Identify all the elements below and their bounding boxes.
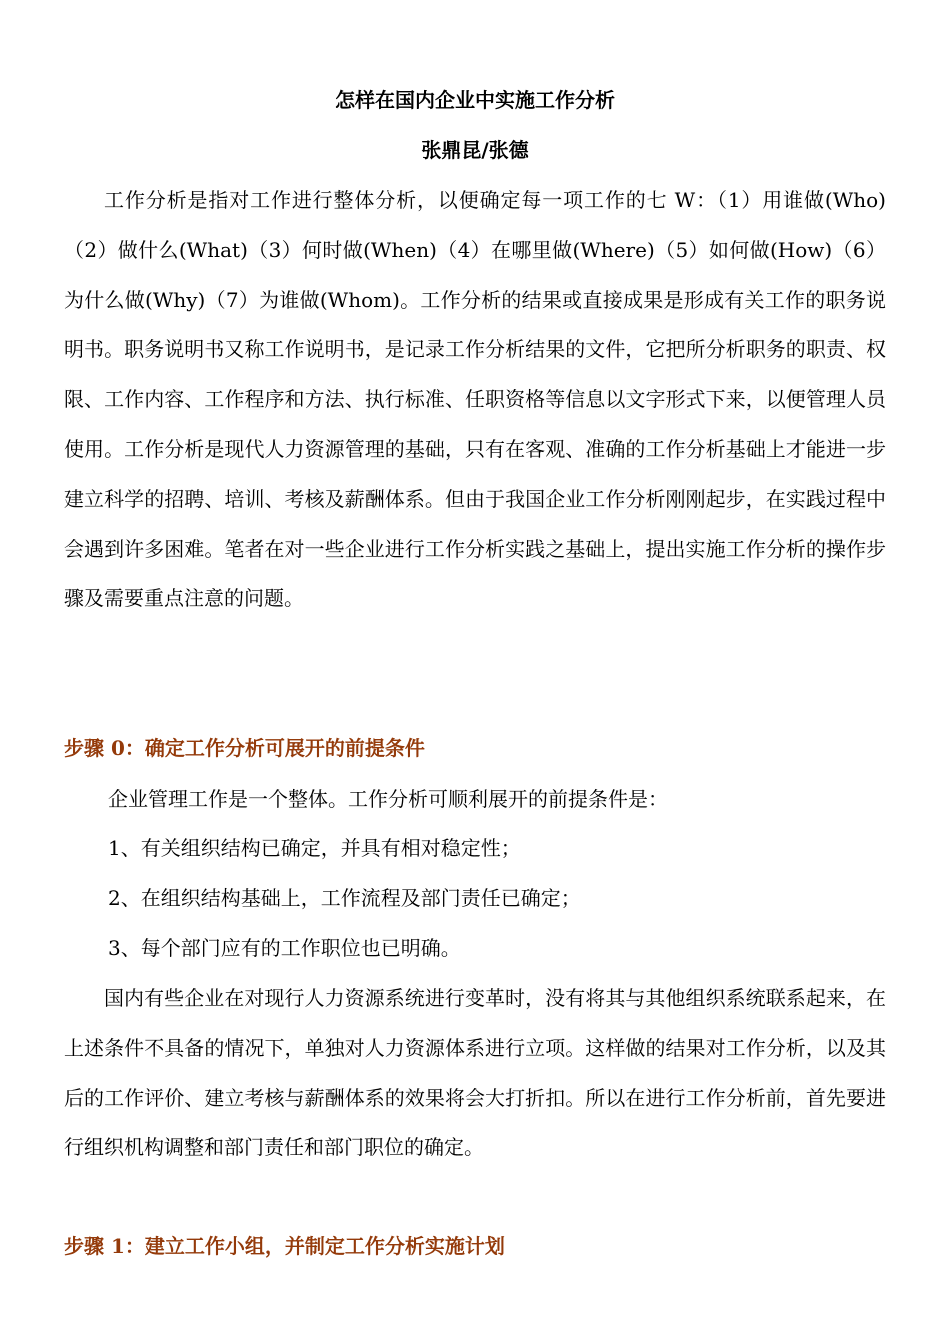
list-item: 1、有关组织结构已确定，并具有相对稳定性； bbox=[108, 836, 521, 860]
step0-lead: 企业管理工作是一个整体。工作分析可顺利展开的前提条件是： bbox=[108, 787, 668, 811]
document-authors: 张鼎昆/张德 bbox=[421, 138, 529, 162]
step1-heading: 步骤 1：建立工作小组，并制定工作分析实施计划 bbox=[64, 1234, 505, 1258]
step0-heading: 步骤 0：确定工作分析可展开的前提条件 bbox=[64, 736, 425, 760]
list-item: 2、在组织结构基础上，工作流程及部门责任已确定； bbox=[108, 886, 581, 910]
list-item: 3、每个部门应有的工作职位也已明确。 bbox=[108, 936, 461, 960]
document-title: 怎样在国内企业中实施工作分析 bbox=[335, 88, 615, 112]
intro-paragraph: 工作分析是指对工作进行整体分析，以便确定每一项工作的七 W：（1）用谁做(Who)（2）做什么(What)（3）何时做(When)（4）在哪里做(Where)（5）如何做(How)（6）为什么做(Why)（7）为谁做(Whom)。工作分析的结果或直接成果是形成有关工作的职务说明书。职务说明书又称工作说明书，是记录工作分析结果的文件，它把所分析职务的职责、权限、工作内容、工作程序和方法、执行标准、任职资格等信息以文字形式下来，以便管理人员使用。工作分析是现代人力资源管理的基础，只有在客观、准确的工作分析基础上才能进一步建立科学的招聘、培训、考核及薪酬体系。但由于我国企业工作分析刚刚起步，在实践过程中会遇到许多困难。笔者在对一些企业进行工作分析实践之基础上，提出实施工作分析的操作步骤及需要重点注意的问题。 bbox=[64, 188, 886, 611]
step0-paragraph: 国内有些企业在对现行人力资源系统进行变革时，没有将其与其他组织系统联系起来，在上述条件不具备的情况下，单独对人力资源体系进行立项。这样做的结果对工作分析，以及其后的工作评价、建立考核与薪酬体系的效果将会大打折扣。所以在进行工作分析前，首先要进行组织机构调整和部门责任和部门职位的确定。 bbox=[64, 986, 886, 1160]
